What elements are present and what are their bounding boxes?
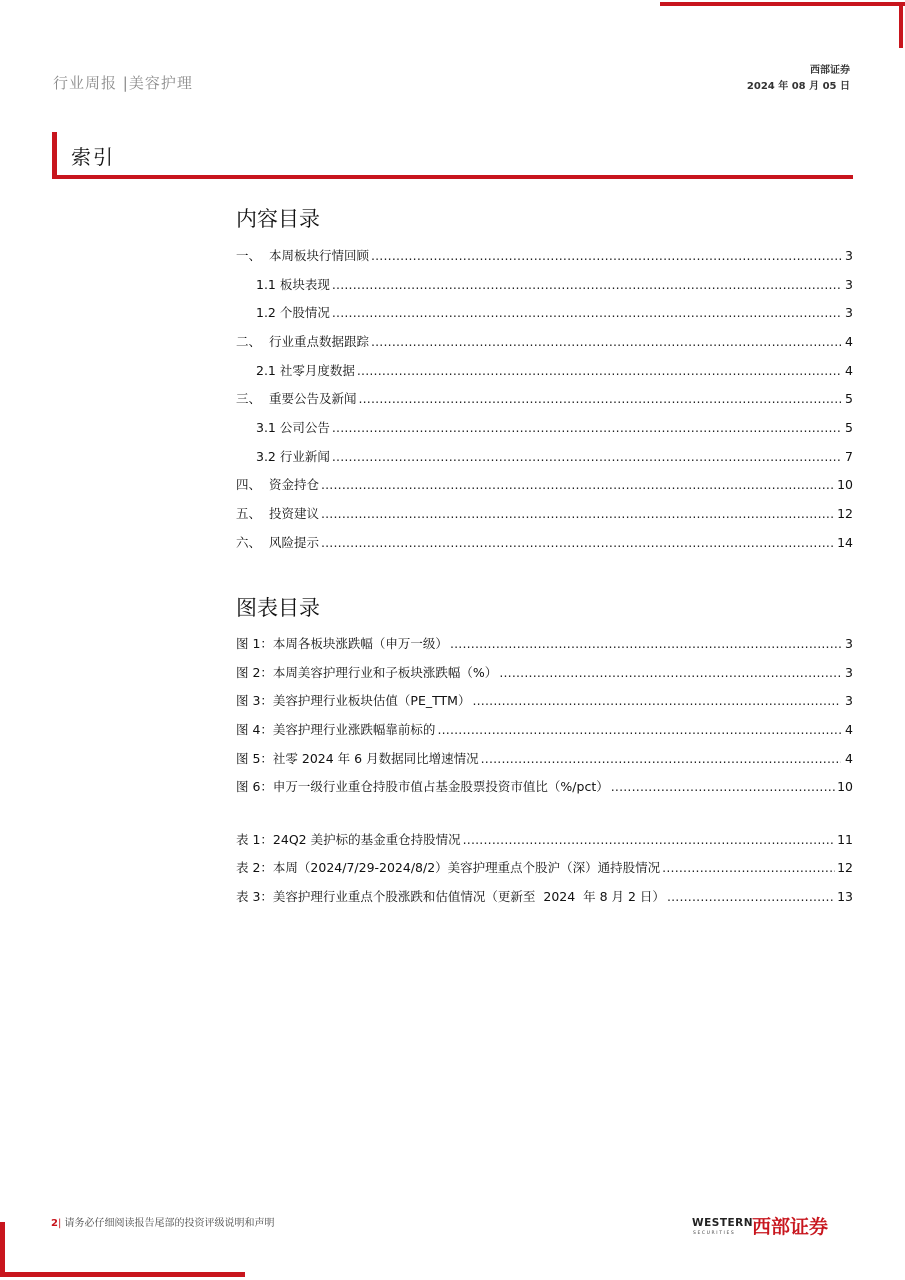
leader-dots [332,276,841,294]
leader-dots [332,304,841,322]
toc-entry[interactable] [236,247,853,265]
toc-entry[interactable] [256,448,853,466]
corner-mark-bottom-left [0,1222,5,1277]
figure-entry[interactable] [236,721,853,739]
figure-entry-page: 3 [845,693,853,708]
disclaimer-text: 请务必仔细阅读报告尾部的投资评级说明和声明 [64,1218,275,1229]
figure-entry[interactable] [236,750,853,768]
logo-wordmark-cn: 西部证券 [752,1216,829,1238]
toc-entry[interactable] [256,362,853,380]
figure-entry[interactable] [236,664,853,682]
header-right [747,63,850,95]
leader-dots [481,750,841,768]
toc-entry[interactable] [236,390,853,408]
leader-dots [662,859,835,877]
toc-entry-page: 3 [845,305,853,320]
page-number: 2 [51,1218,58,1229]
leader-dots [332,419,841,437]
toc-entry[interactable] [236,505,853,523]
toc-entry[interactable] [256,304,853,322]
table-entry[interactable] [236,888,853,906]
figure-entry-page: 4 [845,722,853,737]
section-rule [52,175,853,179]
leader-dots [358,390,841,408]
toc-entry-page: 10 [837,477,853,492]
toc-entry-page: 14 [837,535,853,550]
toc-entry-label: 1.1 板块表现 [256,277,330,292]
leader-dots [472,692,841,710]
toc-entry-label: 五、 投资建议 [236,506,319,521]
figure-entry-page: 10 [837,779,853,794]
leader-dots [371,247,841,265]
toc-entry[interactable] [256,276,853,294]
toc-entry-label: 四、 资金持仓 [236,477,319,492]
toc-entry-page: 4 [845,334,853,349]
leader-dots [321,476,835,494]
leader-dots [371,333,841,351]
figure-entry-label: 图 1：本周各板块涨跌幅（申万一级） [236,636,448,651]
figure-entry-page: 3 [845,636,853,651]
toc-title: 内容目录 [236,207,320,231]
report-date: 2024 年 08 月 05 日 [746,81,850,92]
company-name: 西部证券 [810,65,850,76]
toc-entry-label: 六、 风险提示 [236,535,319,550]
table-entry-page: 11 [837,832,853,847]
figure-entry-page: 4 [845,751,853,766]
figure-entry-page: 3 [845,665,853,680]
leader-dots [332,448,841,466]
leader-dots [321,505,835,523]
leader-dots [321,534,835,552]
toc-entry-label: 3.1 公司公告 [256,420,330,435]
leader-dots [450,635,841,653]
footer: 2| 请务必仔细阅读报告尾部的投资评级说明和声明 [51,1218,275,1229]
figure-entry-label: 图 2：本周美容护理行业和子板块涨跌幅（%） [236,665,498,680]
toc-entry[interactable] [256,419,853,437]
table-entry-label: 表 2：本周（2024/7/29-2024/8/2）美容护理重点个股沪（深）通持股情况 [236,860,661,875]
toc-entry-label: 一、 本周板块行情回顾 [236,248,369,263]
toc-entry-label: 1.2 个股情况 [256,305,330,320]
report-category: 行业周报 |美容护理 [53,74,193,92]
figure-entry[interactable] [236,635,853,653]
figures-title: 图表目录 [236,596,320,620]
toc-entry-page: 3 [845,248,853,263]
leader-dots [357,362,841,380]
corner-mark-bottom [0,1272,245,1277]
toc-entry[interactable] [236,476,853,494]
figure-entry[interactable] [236,692,853,710]
toc-entry-page: 4 [845,363,853,378]
corner-mark-top [660,2,905,6]
toc-entry-label: 3.2 行业新闻 [256,449,330,464]
leader-dots [611,778,835,796]
leader-dots [437,721,841,739]
figure-entry-label: 图 4：美容护理行业涨跌幅靠前标的 [236,722,436,737]
table-entry[interactable] [236,831,853,849]
toc-entry[interactable] [236,534,853,552]
table-entry-page: 13 [837,889,853,904]
figure-entry-label: 图 6：申万一级行业重仓持股市值占基金股票投资市值比（%/pct） [236,779,609,794]
toc-entry-page: 12 [837,506,853,521]
table-entry-label: 表 3：美容护理行业重点个股涨跌和估值情况（更新至 2024 年 8 月 2 日） [236,889,665,904]
toc-entry-page: 5 [845,391,853,406]
toc-entry-label: 三、 重要公告及新闻 [236,391,357,406]
toc-entry-page: 5 [845,420,853,435]
figure-entry-label: 图 5：社零 2024 年 6 月数据同比增速情况 [236,751,479,766]
figure-entry[interactable] [236,778,853,796]
toc-entry-label: 2.1 社零月度数据 [256,363,355,378]
table-entry-page: 12 [837,860,853,875]
figure-entry-label: 图 3：美容护理行业板块估值（PE_TTM） [236,693,471,708]
corner-mark-top-right [899,2,903,48]
section-bar [52,132,57,178]
leader-dots [463,831,835,849]
toc-entry-page: 3 [845,277,853,292]
logo-wordmark-sub: SECURITIES [693,1231,736,1236]
logo-wordmark-en: WESTERN [692,1217,754,1229]
leader-dots [499,664,841,682]
toc-entry[interactable] [236,333,853,351]
toc-entry-page: 7 [845,449,853,464]
table-entry-label: 表 1：24Q2 美护标的基金重仓持股情况 [236,832,461,847]
section-title: 索引 [71,145,115,169]
table-entry[interactable] [236,859,853,877]
toc-entry-label: 二、 行业重点数据跟踪 [236,334,369,349]
leader-dots [667,888,835,906]
